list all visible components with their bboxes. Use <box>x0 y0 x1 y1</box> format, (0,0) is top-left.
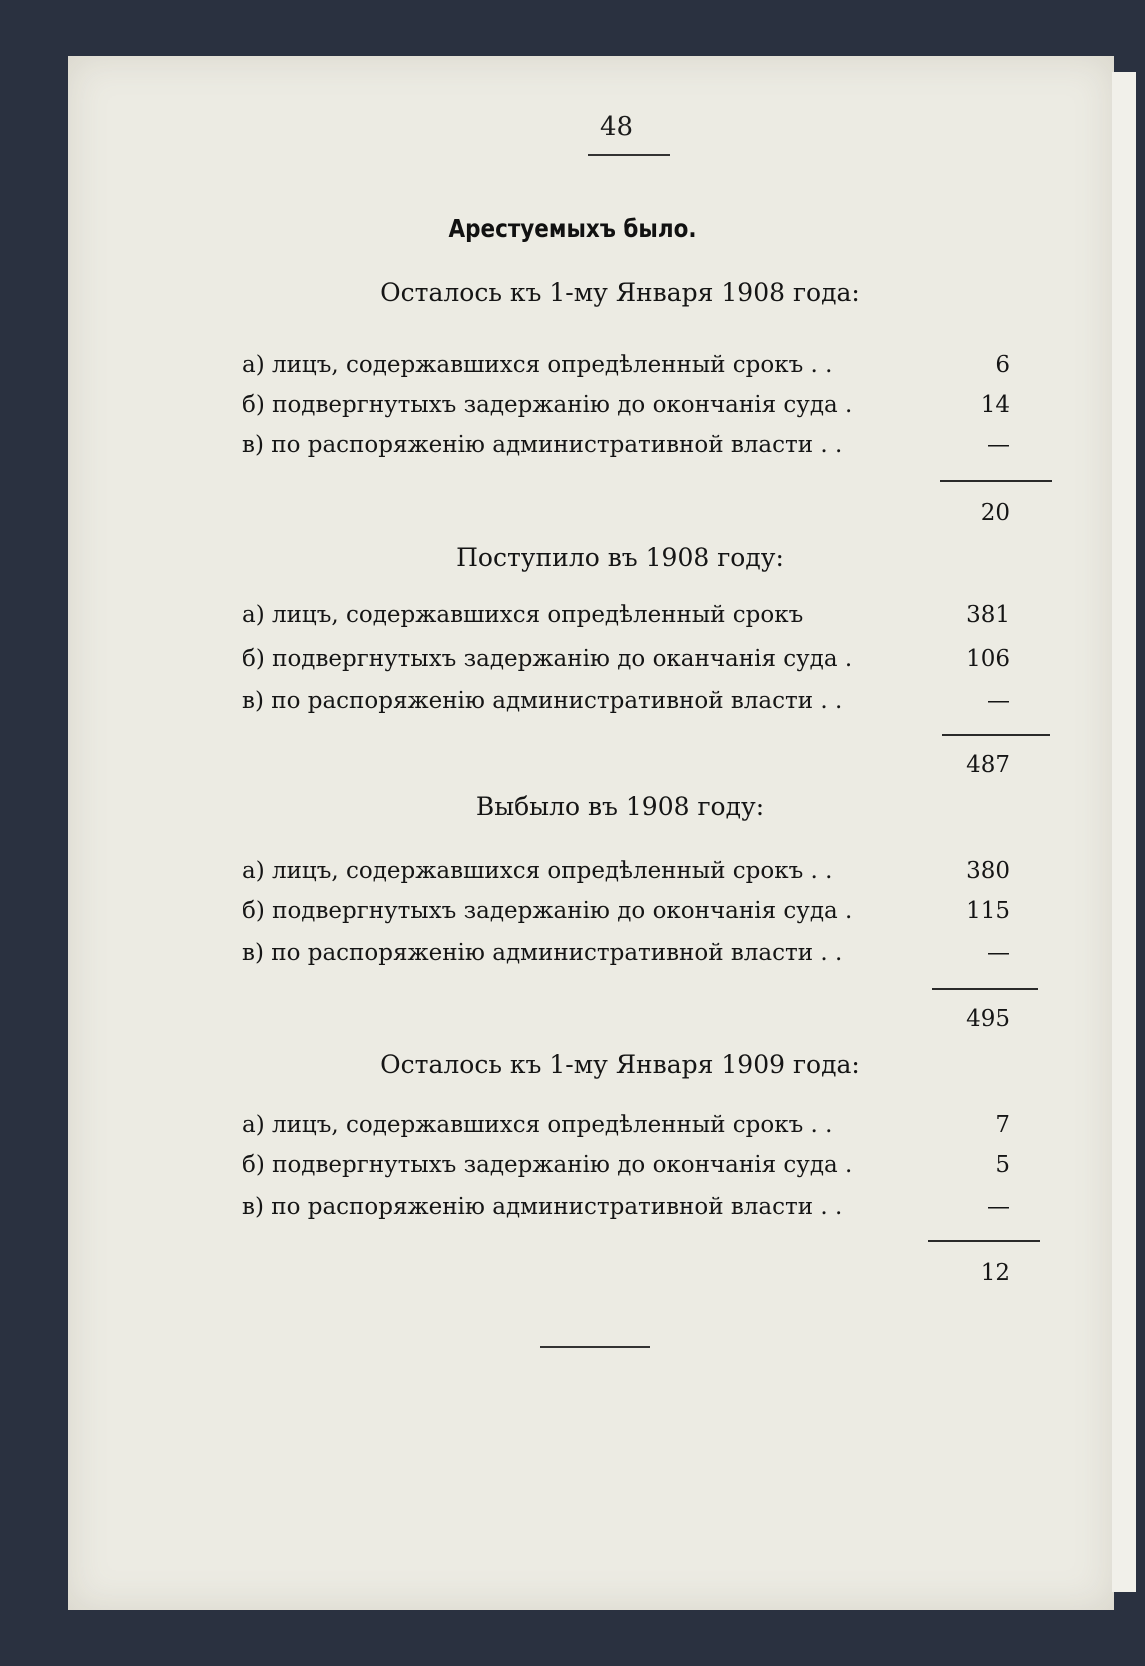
row-value: 14 <box>980 392 1010 418</box>
page-number-rule <box>588 154 670 156</box>
table-row <box>242 1152 1010 1186</box>
section-heading-arrived-1908: Поступило въ 1908 году: <box>456 543 784 572</box>
table-row <box>242 940 1010 974</box>
sum-rule <box>942 734 1050 736</box>
row-label: а) лицъ, содержавшихся опредѣленный срокъ . . <box>242 352 833 378</box>
table-row <box>242 1112 1010 1146</box>
row-value: — <box>987 940 1010 966</box>
table-row <box>242 898 1010 932</box>
table-row <box>242 858 1010 892</box>
row-value: 7 <box>995 1112 1010 1138</box>
section-total: 12 <box>980 1260 1010 1286</box>
row-label: б) подвергнутыхъ задержанію до окончанія суда . <box>242 898 853 924</box>
row-label: а) лицъ, содержавшихся опредѣленный срокъ <box>242 602 804 628</box>
section-total: 487 <box>966 752 1010 778</box>
table-row <box>242 1194 1010 1228</box>
table-row <box>242 352 1010 386</box>
row-label: а) лицъ, содержавшихся опредѣленный срокъ . . <box>242 858 833 884</box>
section-heading-remaining-1909: Осталось къ 1-му Января 1909 года: <box>380 1050 860 1079</box>
section-heading-departed-1908: Выбыло въ 1908 году: <box>475 792 765 821</box>
table-row <box>242 392 1010 426</box>
row-value: 5 <box>995 1152 1010 1178</box>
sum-rule <box>932 988 1038 990</box>
row-value: 380 <box>966 858 1010 884</box>
end-rule <box>540 1346 650 1348</box>
section-heading-remaining-1908: Осталось къ 1-му Января 1908 года: <box>380 278 860 307</box>
table-row <box>242 646 1010 680</box>
row-value: 106 <box>966 646 1010 672</box>
page-number: 48 <box>600 112 634 142</box>
row-value: — <box>987 688 1010 714</box>
document-title: Арестуемыхъ было. <box>448 214 697 243</box>
row-value: 381 <box>966 602 1010 628</box>
row-label: в) по распоряженію административной власти . . <box>242 940 843 966</box>
sum-rule <box>940 480 1052 482</box>
row-label: в) по распоряженію административной власти . . <box>242 1194 843 1220</box>
table-row <box>242 602 1010 636</box>
row-value: 115 <box>966 898 1010 924</box>
table-row <box>242 688 1010 722</box>
row-value: — <box>987 1194 1010 1220</box>
section-total-row <box>242 1006 1010 1040</box>
section-total-row <box>242 500 1010 534</box>
row-label: в) по распоряженію административной власти . . <box>242 432 843 458</box>
row-label: б) подвергнутыхъ задержанію до окончанія суда . <box>242 1152 853 1178</box>
sum-rule <box>928 1240 1040 1242</box>
row-value: 6 <box>995 352 1010 378</box>
table-row <box>242 432 1010 466</box>
section-total-row <box>242 752 1010 786</box>
section-total-row <box>242 1260 1010 1294</box>
section-total: 20 <box>980 500 1010 526</box>
row-label: в) по распоряженію административной власти . . <box>242 688 843 714</box>
row-value: — <box>987 432 1010 458</box>
row-label: а) лицъ, содержавшихся опредѣленный срокъ . . <box>242 1112 833 1138</box>
row-label: б) подвергнутыхъ задержанію до окончанія суда . <box>242 392 853 418</box>
section-total: 495 <box>966 1006 1010 1032</box>
row-label: б) подвергнутыхъ задержанію до оканчанія суда . <box>242 646 853 672</box>
